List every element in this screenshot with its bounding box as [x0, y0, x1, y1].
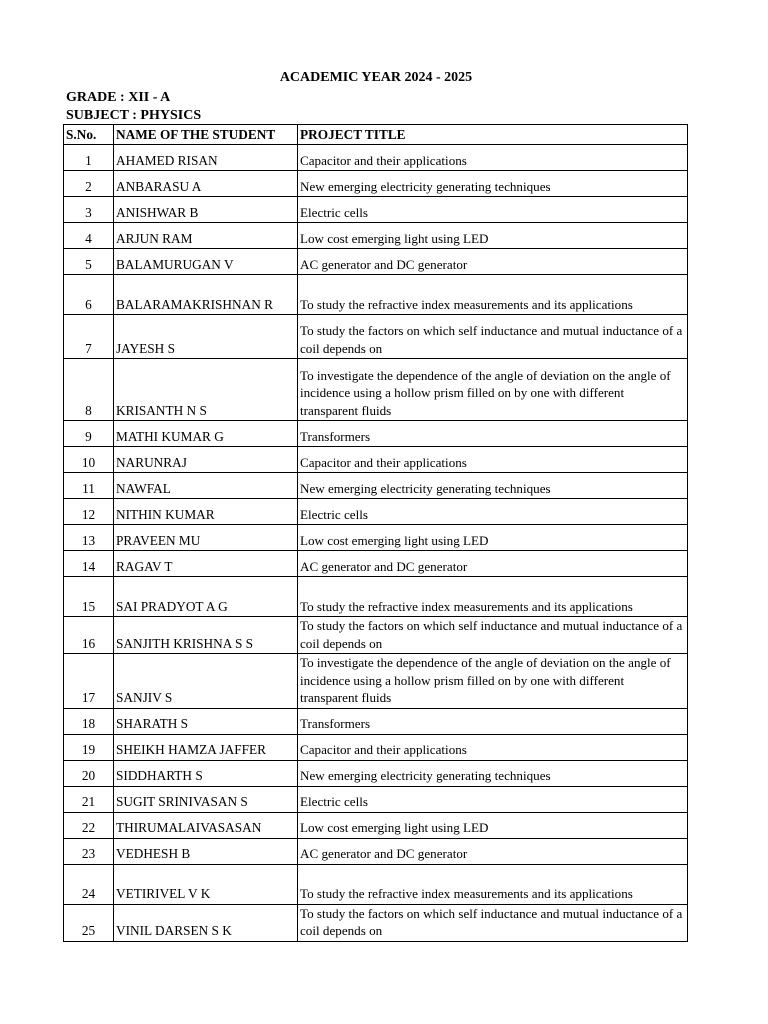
table-body: [64, 145, 688, 942]
column-header-sno: S.No.: [64, 125, 114, 145]
header-row: [64, 125, 688, 145]
table-row: [64, 447, 688, 473]
cell-project-title: New emerging electricity generating techniques: [298, 473, 688, 499]
cell-student-name: SANJIV S: [114, 654, 298, 709]
cell-sno: 25: [64, 904, 114, 941]
cell-sno: 19: [64, 734, 114, 760]
cell-sno: 12: [64, 499, 114, 525]
table-header: [64, 125, 688, 145]
cell-project-title: Low cost emerging light using LED: [298, 223, 688, 249]
cell-project-title: To study the refractive index measurements and its applications: [298, 577, 688, 617]
table-row: [64, 145, 688, 171]
subject-label: SUBJECT : PHYSICS: [66, 108, 202, 123]
table-row: [64, 708, 688, 734]
cell-project-title: AC generator and DC generator: [298, 249, 688, 275]
table-row: [64, 499, 688, 525]
cell-student-name: SAI PRADYOT A G: [114, 577, 298, 617]
table-row: [64, 838, 688, 864]
cell-project-title: To investigate the dependence of the angle of deviation on the angle of incidence using a hollow prism filled on by one with different transparent fluids: [298, 654, 688, 709]
cell-sno: 17: [64, 654, 114, 709]
table-row: [64, 359, 688, 421]
table-row: [64, 734, 688, 760]
cell-sno: 2: [64, 171, 114, 197]
cell-project-title: AC generator and DC generator: [298, 838, 688, 864]
cell-project-title: To investigate the dependence of the angle of deviation on the angle of incidence using a hollow prism filled on by one with different transparent fluids: [298, 359, 688, 421]
table-row: [64, 171, 688, 197]
cell-sno: 3: [64, 197, 114, 223]
cell-student-name: ANISHWAR B: [114, 197, 298, 223]
cell-project-title: Electric cells: [298, 197, 688, 223]
cell-student-name: KRISANTH N S: [114, 359, 298, 421]
cell-student-name: SUGIT SRINIVASAN S: [114, 786, 298, 812]
cell-student-name: ARJUN RAM: [114, 223, 298, 249]
cell-student-name: THIRUMALAIVASASAN: [114, 812, 298, 838]
cell-sno: 24: [64, 864, 114, 904]
cell-sno: 10: [64, 447, 114, 473]
cell-project-title: Transformers: [298, 421, 688, 447]
cell-sno: 1: [64, 145, 114, 171]
cell-sno: 5: [64, 249, 114, 275]
cell-project-title: Electric cells: [298, 786, 688, 812]
cell-sno: 8: [64, 359, 114, 421]
cell-student-name: RAGAV T: [114, 551, 298, 577]
cell-sno: 9: [64, 421, 114, 447]
table-row: [64, 249, 688, 275]
cell-project-title: To study the factors on which self inductance and mutual inductance of a coil depends on: [298, 315, 688, 359]
cell-student-name: AHAMED RISAN: [114, 145, 298, 171]
table-row: [64, 421, 688, 447]
project-table: [63, 124, 688, 942]
cell-student-name: NITHIN KUMAR: [114, 499, 298, 525]
column-header-title: PROJECT TITLE: [298, 125, 688, 145]
cell-project-title: New emerging electricity generating techniques: [298, 171, 688, 197]
cell-project-title: Capacitor and their applications: [298, 145, 688, 171]
cell-sno: 13: [64, 525, 114, 551]
grade-label: GRADE : XII - A: [66, 90, 171, 105]
table-row: [64, 617, 688, 654]
cell-student-name: VETIRIVEL V K: [114, 864, 298, 904]
cell-sno: 4: [64, 223, 114, 249]
cell-sno: 23: [64, 838, 114, 864]
table-row: [64, 654, 688, 709]
cell-project-title: Capacitor and their applications: [298, 447, 688, 473]
cell-student-name: NAWFAL: [114, 473, 298, 499]
cell-sno: 7: [64, 315, 114, 359]
cell-project-title: Low cost emerging light using LED: [298, 525, 688, 551]
table-row: [64, 197, 688, 223]
cell-project-title: Capacitor and their applications: [298, 734, 688, 760]
table-row: [64, 223, 688, 249]
cell-project-title: AC generator and DC generator: [298, 551, 688, 577]
cell-student-name: VINIL DARSEN S K: [114, 904, 298, 941]
cell-project-title: To study the refractive index measurements and its applications: [298, 864, 688, 904]
cell-project-title: Low cost emerging light using LED: [298, 812, 688, 838]
cell-project-title: To study the refractive index measurements and its applications: [298, 275, 688, 315]
academic-year-heading: ACADEMIC YEAR 2024 - 2025: [279, 70, 473, 85]
cell-student-name: SHEIKH HAMZA JAFFER: [114, 734, 298, 760]
cell-student-name: VEDHESH B: [114, 838, 298, 864]
cell-project-title: Electric cells: [298, 499, 688, 525]
cell-student-name: NARUNRAJ: [114, 447, 298, 473]
table-row: [64, 864, 688, 904]
table-row: [64, 315, 688, 359]
cell-sno: 14: [64, 551, 114, 577]
column-header-name: NAME OF THE STUDENT: [114, 125, 298, 145]
cell-project-title: New emerging electricity generating techniques: [298, 760, 688, 786]
cell-sno: 21: [64, 786, 114, 812]
cell-sno: 16: [64, 617, 114, 654]
cell-student-name: MATHI KUMAR G: [114, 421, 298, 447]
table-row: [64, 760, 688, 786]
cell-project-title: Transformers: [298, 708, 688, 734]
cell-student-name: ANBARASU A: [114, 171, 298, 197]
cell-sno: 11: [64, 473, 114, 499]
table-row: [64, 551, 688, 577]
cell-student-name: SHARATH S: [114, 708, 298, 734]
cell-student-name: BALARAMAKRISHNAN R: [114, 275, 298, 315]
cell-student-name: BALAMURUGAN V: [114, 249, 298, 275]
cell-sno: 20: [64, 760, 114, 786]
cell-sno: 18: [64, 708, 114, 734]
cell-sno: 22: [64, 812, 114, 838]
cell-project-title: To study the factors on which self inductance and mutual inductance of a coil depends on: [298, 617, 688, 654]
table-row: [64, 473, 688, 499]
cell-sno: 6: [64, 275, 114, 315]
table-row: [64, 904, 688, 941]
cell-project-title: To study the factors on which self inductance and mutual inductance of a coil depends on: [298, 904, 688, 941]
cell-student-name: SANJITH KRISHNA S S: [114, 617, 298, 654]
cell-student-name: SIDDHARTH S: [114, 760, 298, 786]
table-row: [64, 577, 688, 617]
cell-sno: 15: [64, 577, 114, 617]
cell-student-name: JAYESH S: [114, 315, 298, 359]
cell-student-name: PRAVEEN MU: [114, 525, 298, 551]
table-row: [64, 786, 688, 812]
table-row: [64, 525, 688, 551]
table-row: [64, 275, 688, 315]
table-row: [64, 812, 688, 838]
